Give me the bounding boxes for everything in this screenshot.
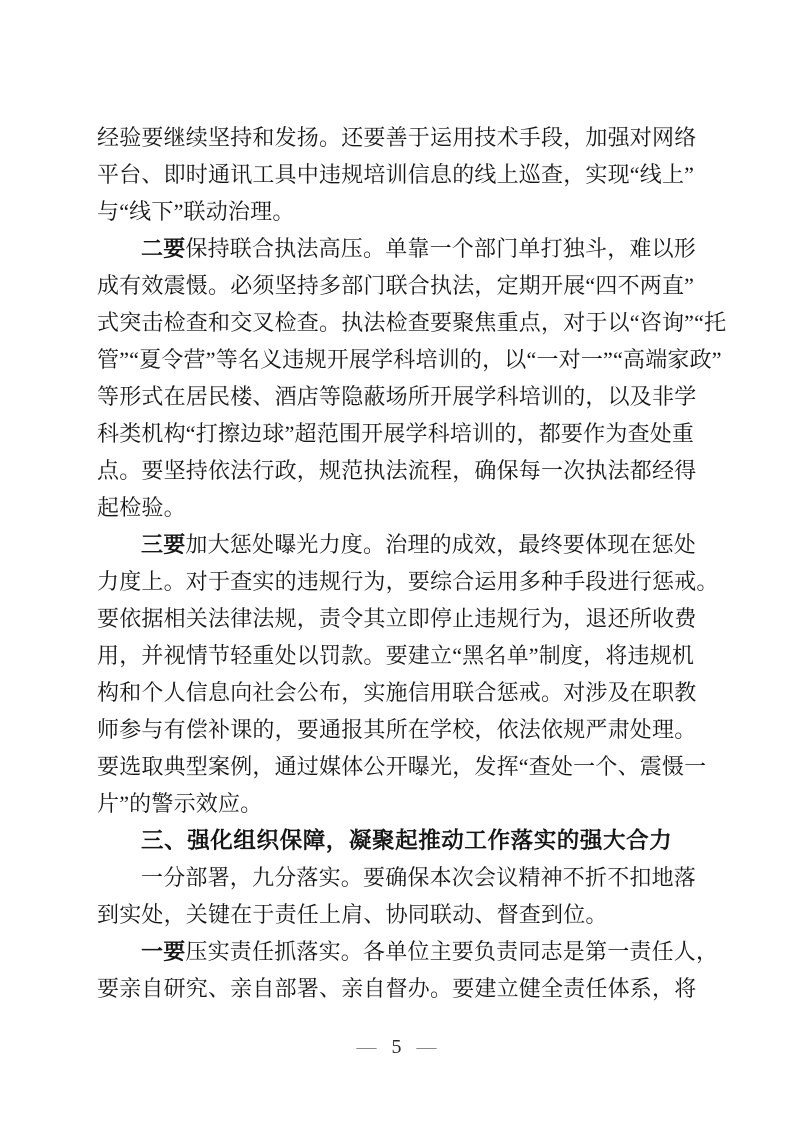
- text-line: [97, 119, 699, 156]
- lead-phrase: 三要: [141, 532, 186, 557]
- line-text: 成有效震慑。必须坚持多部门联合执法，定期开展“四不两直”: [97, 273, 695, 298]
- line-text: 要亲自研究、亲自部署、亲自督办。要建立健全责任体系，将: [97, 976, 697, 1001]
- line-text: 与“线下”联动治理。: [97, 199, 295, 224]
- text-line: [97, 748, 707, 785]
- text-line: [97, 452, 699, 489]
- line-text: 师参与有偿补课的，要通报其所在学校，依法依规严肃处理。: [97, 717, 697, 742]
- text-line: [97, 637, 699, 674]
- text-line: [97, 674, 699, 711]
- line-text: 要选取典型案例，通过媒体公开曝光，发挥“查处一个、震慑一: [97, 754, 707, 779]
- line-text: 构和个人信息向社会公布，实施信用联合惩戒。对涉及在职教: [97, 680, 697, 705]
- line-text: 加大惩处曝光力度。治理的成效，最终要体现在惩处: [185, 532, 697, 557]
- line-text: 用，并视情节轻重处以罚款。要建立“黑名单”制度，将违规机: [97, 643, 695, 668]
- text-line: [97, 341, 722, 378]
- line-text: 科类机构“打擦边球”超范围开展学科培训的，都要作为查处重: [97, 421, 695, 446]
- line-text: 点。要坚持依法行政，规范执法流程，确保每一次执法都经得: [97, 458, 697, 483]
- page-number-value: 5: [391, 1036, 402, 1058]
- text-line: [97, 267, 699, 304]
- text-line: [97, 526, 699, 563]
- line-text: 力度上。对于查实的违规行为，要综合运用多种手段进行惩戒。: [97, 569, 719, 594]
- page-number: [0, 1034, 793, 1060]
- line-text: 一分部署，九分落实。要确保本次会议精神不折不扣地落: [141, 865, 697, 890]
- text-line: [97, 711, 699, 748]
- text-line: [97, 415, 699, 452]
- line-text: 保持联合执法高压。单靠一个部门单打独斗，难以形: [185, 236, 697, 261]
- line-text: 经验要继续坚持和发扬。还要善于运用技术手段，加强对网络: [97, 125, 697, 150]
- line-text: 三、强化组织保障，凝聚起推动工作落实的强大合力: [141, 828, 673, 853]
- text-line: [97, 600, 699, 637]
- line-text: 片”的警示效应。: [97, 791, 263, 816]
- line-text: 等形式在居民楼、酒店等隐蔽场所开展学科培训的，以及非学: [97, 384, 697, 409]
- text-line: [97, 489, 699, 526]
- line-text: 起检验。: [97, 495, 186, 520]
- text-line: [97, 230, 699, 267]
- text-line: [97, 563, 719, 600]
- page-number-dash-right: —: [416, 1036, 437, 1058]
- lead-phrase: 一要: [141, 939, 186, 964]
- text-line: [97, 933, 719, 970]
- text-line: [97, 785, 699, 822]
- page-number-dash-left: —: [356, 1036, 377, 1058]
- lead-phrase: 二要: [141, 236, 186, 261]
- line-text: 到实处，关键在于责任上肩、协同联动、督查到位。: [97, 902, 608, 927]
- line-text: 压实责任抓落实。各单位主要负责同志是第一责任人，: [185, 939, 719, 964]
- line-text: 式突击检查和交叉检查。执法检查要聚焦重点，对于以“咨询”“托: [97, 310, 727, 335]
- line-text: 平台、即时通讯工具中违规培训信息的线上巡查，实现“线上”: [97, 162, 695, 187]
- text-line: [97, 896, 699, 933]
- text-line: [97, 156, 699, 193]
- text-line: [97, 859, 699, 896]
- text-line: [97, 304, 727, 341]
- line-text: 要依据相关法律法规，责令其立即停止违规行为，退还所收费: [97, 606, 697, 631]
- text-line: [97, 193, 699, 230]
- document-body-text: [97, 119, 727, 1007]
- section-heading: [97, 822, 699, 859]
- text-line: [97, 970, 699, 1007]
- text-line: [97, 378, 699, 415]
- line-text: 管”“夏令营”等名义违规开展学科培训的，以“一对一”“高端家政”: [97, 347, 722, 372]
